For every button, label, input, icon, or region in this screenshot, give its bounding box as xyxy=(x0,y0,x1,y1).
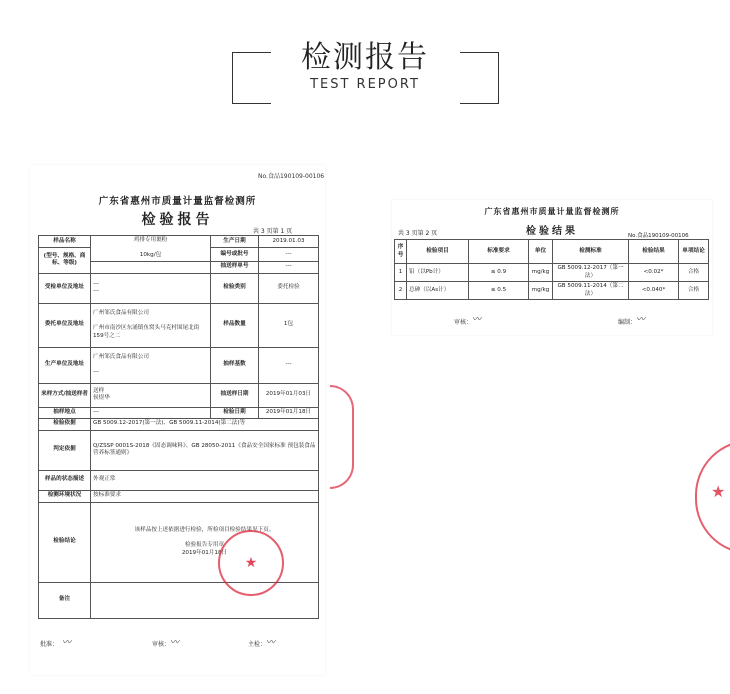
approver-signature: 〰 xyxy=(62,638,72,648)
results-editor-label: 编制： xyxy=(618,319,637,326)
col-header: 单项结论 xyxy=(679,240,709,264)
maker-label: 生产单位及地址 xyxy=(39,347,91,383)
results-title: 检验结果 xyxy=(526,226,578,237)
col-header: 检验结果 xyxy=(629,240,679,264)
judgement-value: Q/ZSSP 0001S-2018《固态调味料》、GB 28050-2011《食品安全国家标准 预包装食品营养标签通则》 xyxy=(91,430,319,470)
production-date-value: 2019.01.03 xyxy=(259,236,319,248)
results-page-indicator: 共 3 页第 2 页 xyxy=(398,230,438,237)
page-indicator: 共 3 页第 1 页 xyxy=(253,228,293,235)
sample-order-value: --- xyxy=(259,261,319,273)
received-date-label: 抽送样日期 xyxy=(211,383,259,407)
sampling-place-value: --- xyxy=(91,407,211,418)
cell-standard: GB 5009.11-2014（第二法） xyxy=(553,282,629,300)
page-header xyxy=(0,0,730,110)
results-table xyxy=(394,239,709,300)
seam-seal-fragment xyxy=(330,385,354,489)
page-subtitle: TEST REPORT xyxy=(310,77,420,92)
sample-state-label: 样品的状态描述 xyxy=(39,470,91,490)
report-title: 检验报告 xyxy=(141,212,214,228)
sample-state-value: 外观正常 xyxy=(91,470,319,490)
sampling-base-label: 抽样基数 xyxy=(211,347,259,383)
page-title: 检测报告 xyxy=(301,40,429,75)
entrust-label: 委托单位及地址 xyxy=(39,303,91,347)
batch-value: --- xyxy=(259,248,319,262)
conclusion-value: 该样品按上述依据进行检验，所检项目检验结果见下页。 检验报告专用章 2019年01月18日 xyxy=(91,502,319,582)
test-type-value: 委托检验 xyxy=(259,273,319,303)
sample-name-label: 样品名称 xyxy=(39,236,91,248)
remarks-value xyxy=(91,582,319,618)
method-label: 来样方式/抽送样者 xyxy=(39,383,91,407)
method-value: 送样 侯煜华 xyxy=(91,383,211,407)
test-type-label: 检验类别 xyxy=(211,273,259,303)
star-icon: ★ xyxy=(711,482,726,501)
cell-result: <0.02* xyxy=(629,264,679,282)
table-row xyxy=(395,282,709,300)
col-header: 标准要求 xyxy=(469,240,529,264)
cell-item: 铅（以Pb计） xyxy=(407,264,469,282)
results-reviewer-label: 审核： xyxy=(454,319,473,326)
cell-item: 总砷（以As计） xyxy=(407,282,469,300)
col-header: 检测标准 xyxy=(553,240,629,264)
sampling-base-value: --- xyxy=(259,347,319,383)
reviewer-label: 审核： xyxy=(152,641,171,648)
cell-standard: GB 5009.12-2017（第一法） xyxy=(553,264,629,282)
client-value: --- --- xyxy=(91,273,211,303)
cell-unit: mg/kg xyxy=(529,264,553,282)
maker-value: 广州邹氏食品有限公司 --- xyxy=(91,347,211,383)
received-date-value: 2019年01月03日 xyxy=(259,383,319,407)
sampling-place-label: 抽样地点 xyxy=(39,407,91,418)
star-icon: ★ xyxy=(244,555,258,571)
production-date-label: 生产日期 xyxy=(211,236,259,248)
batch-label: 编号或批号 xyxy=(211,248,259,262)
partial-seal-right xyxy=(695,440,730,554)
results-reviewer-signature: 〰 xyxy=(472,315,482,325)
results-report-number: No.食品190109-00106 xyxy=(628,233,689,239)
inspection-results-page-2 xyxy=(392,200,712,335)
results-header-row xyxy=(395,240,709,264)
inspection-seal xyxy=(218,530,284,596)
cell-result: <0.040* xyxy=(629,282,679,300)
col-header: 序号 xyxy=(395,240,407,264)
main-inspector-label: 主检： xyxy=(248,641,267,648)
environment-label: 检测环境状况 xyxy=(39,490,91,502)
client-label: 受检单位及地址 xyxy=(39,273,91,303)
table-row xyxy=(395,264,709,282)
sample-order-label: 抽送样单号 xyxy=(211,261,259,273)
cell-conclusion: 合格 xyxy=(679,282,709,300)
conclusion-label: 检验结论 xyxy=(39,502,91,582)
model-blank xyxy=(91,261,211,273)
cell-requirement: ≤ 0.9 xyxy=(469,264,529,282)
main-inspector-signature: 〰 xyxy=(266,638,276,648)
col-header: 检验项目 xyxy=(407,240,469,264)
issuing-organization: 广东省惠州市质量计量监督检测所 xyxy=(98,196,257,207)
model-label: (型号、规格、商标、等级) xyxy=(39,248,91,274)
col-header: 单位 xyxy=(529,240,553,264)
basis-label: 检验依据 xyxy=(39,418,91,430)
results-organization: 广东省惠州市质量计量监督检测所 xyxy=(484,207,620,216)
test-date-label: 检验日期 xyxy=(211,407,259,418)
inspection-report-page-1 xyxy=(30,165,325,675)
cell-no: 2 xyxy=(395,282,407,300)
approver-label: 批准： xyxy=(40,641,59,648)
sample-name-value: 鸡排专用裹粉 10kg/包 xyxy=(91,236,211,262)
entrust-value: 广州邹氏食品有限公司 广州市南沙区东涌镇鱼窝头马克村围尾北街159号之二 xyxy=(91,303,211,347)
environment-value: 按标准要求 xyxy=(91,490,319,502)
basis-value: GB 5009.12-2017(第一法)、GB 5009.11-2014(第二法)等 xyxy=(91,418,319,430)
quantity-label: 样品数量 xyxy=(211,303,259,347)
remarks-label: 备注 xyxy=(39,582,91,618)
report-number: No.食品190109-00106 xyxy=(258,173,325,180)
quantity-value: 1包 xyxy=(259,303,319,347)
cell-conclusion: 合格 xyxy=(679,264,709,282)
cell-requirement: ≤ 0.5 xyxy=(469,282,529,300)
test-date-value: 2019年01月18日 xyxy=(259,407,319,418)
cell-unit: mg/kg xyxy=(529,282,553,300)
cell-no: 1 xyxy=(395,264,407,282)
judgement-label: 判定依据 xyxy=(39,430,91,470)
reviewer-signature: 〰 xyxy=(170,638,180,648)
results-editor-signature: 〰 xyxy=(636,315,646,325)
